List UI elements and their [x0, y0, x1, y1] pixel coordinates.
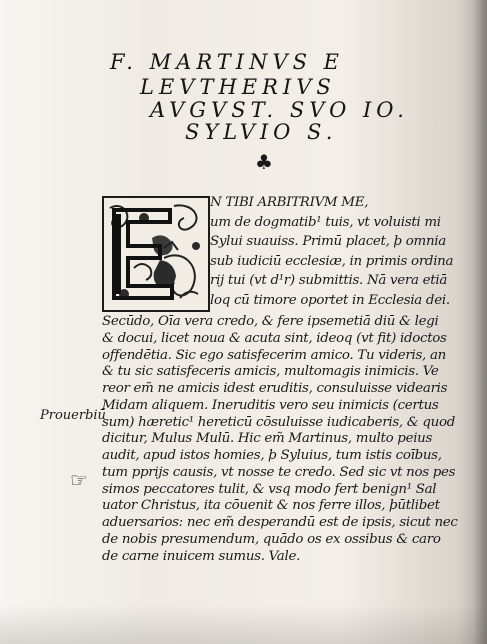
text-line: loq cū timore oportet in Ecclesia dei. — [210, 292, 450, 308]
woodcut-initial-image — [104, 198, 208, 310]
text-line: reor em̃ ne amicis idest eruditis, consuluisse videaris — [102, 381, 448, 396]
text-line: um de dogmatib¹ tuis, vt voluisti mi — [210, 214, 441, 230]
text-line: de nobis presumendum, quādo os ex ossibus & caro — [102, 531, 441, 547]
decorated-initial-letter — [102, 196, 210, 312]
text-line: rij tui (vt d¹r) submittis. Nā vera etiā — [210, 273, 448, 288]
text-line: N TIBI ARBITRIVM ME, — [210, 195, 369, 210]
manicule-pointing-hand-icon: ☞ — [70, 468, 88, 492]
text-line: dicitur, Mulus Mulū. Hic em̃ Martinus, multo peius — [102, 431, 433, 447]
heading-line-1: F. MARTINVS E — [110, 50, 344, 74]
marginal-note: Prouerbiū — [40, 408, 106, 423]
text-line: audit, apud istos homies, þ Syluius, tum istis coībus, — [102, 448, 442, 463]
page-bottom-shadow — [0, 604, 487, 644]
heading-line-3: AVGVST. SVO IO. — [150, 98, 409, 122]
text-line: & docui, licet noua & acuta sint, ideoq (vt fit) idoctos — [102, 330, 447, 346]
text-line: sub iudiciū ecclesiæ, in primis ordina — [210, 253, 454, 269]
text-line: tum pprijs causis, vt nosse te credo. Sed sic vt nos pes — [102, 464, 456, 480]
text-line: aduersarios: nec em̃ desperandū est de ipsis, sicut nec — [102, 515, 458, 530]
text-line: Sylui suauiss. Primū placet, þ omnia — [210, 234, 446, 249]
text-line: sum) hæretic¹ hereticū cōsuluisse iudicaberis, & quod — [102, 414, 456, 430]
heading-line-2: LEVTHERIVS — [140, 75, 336, 99]
heading-line-4: SYLVIO S. — [185, 120, 338, 144]
text-line: simos peccatores tulit, & vsq modo fert benign¹ Sal — [102, 481, 437, 497]
text-line: uator Christus, ita cōuenit & nos ferre illos, þūtlibet — [102, 498, 440, 514]
text-line: Secūdo, Oīa vera credo, & fere ipsemetiā diū & legi — [102, 314, 439, 329]
fleuron-ornament-icon: ♣ — [255, 150, 273, 174]
text-line: offendētia. Sic ego satisfecerim amico. Tu videris, an — [102, 347, 446, 363]
text-line: & tu sic satisfeceris amicis, multomagis inimicis. Ve — [102, 364, 439, 380]
text-line: de carne inuicem sumus. Vale. — [102, 548, 301, 564]
body-text — [102, 314, 458, 565]
text-line: Midam aliquem. Ineruditis vero seu inimicis (certus — [102, 397, 439, 413]
first-paragraph-lines — [210, 193, 453, 310]
